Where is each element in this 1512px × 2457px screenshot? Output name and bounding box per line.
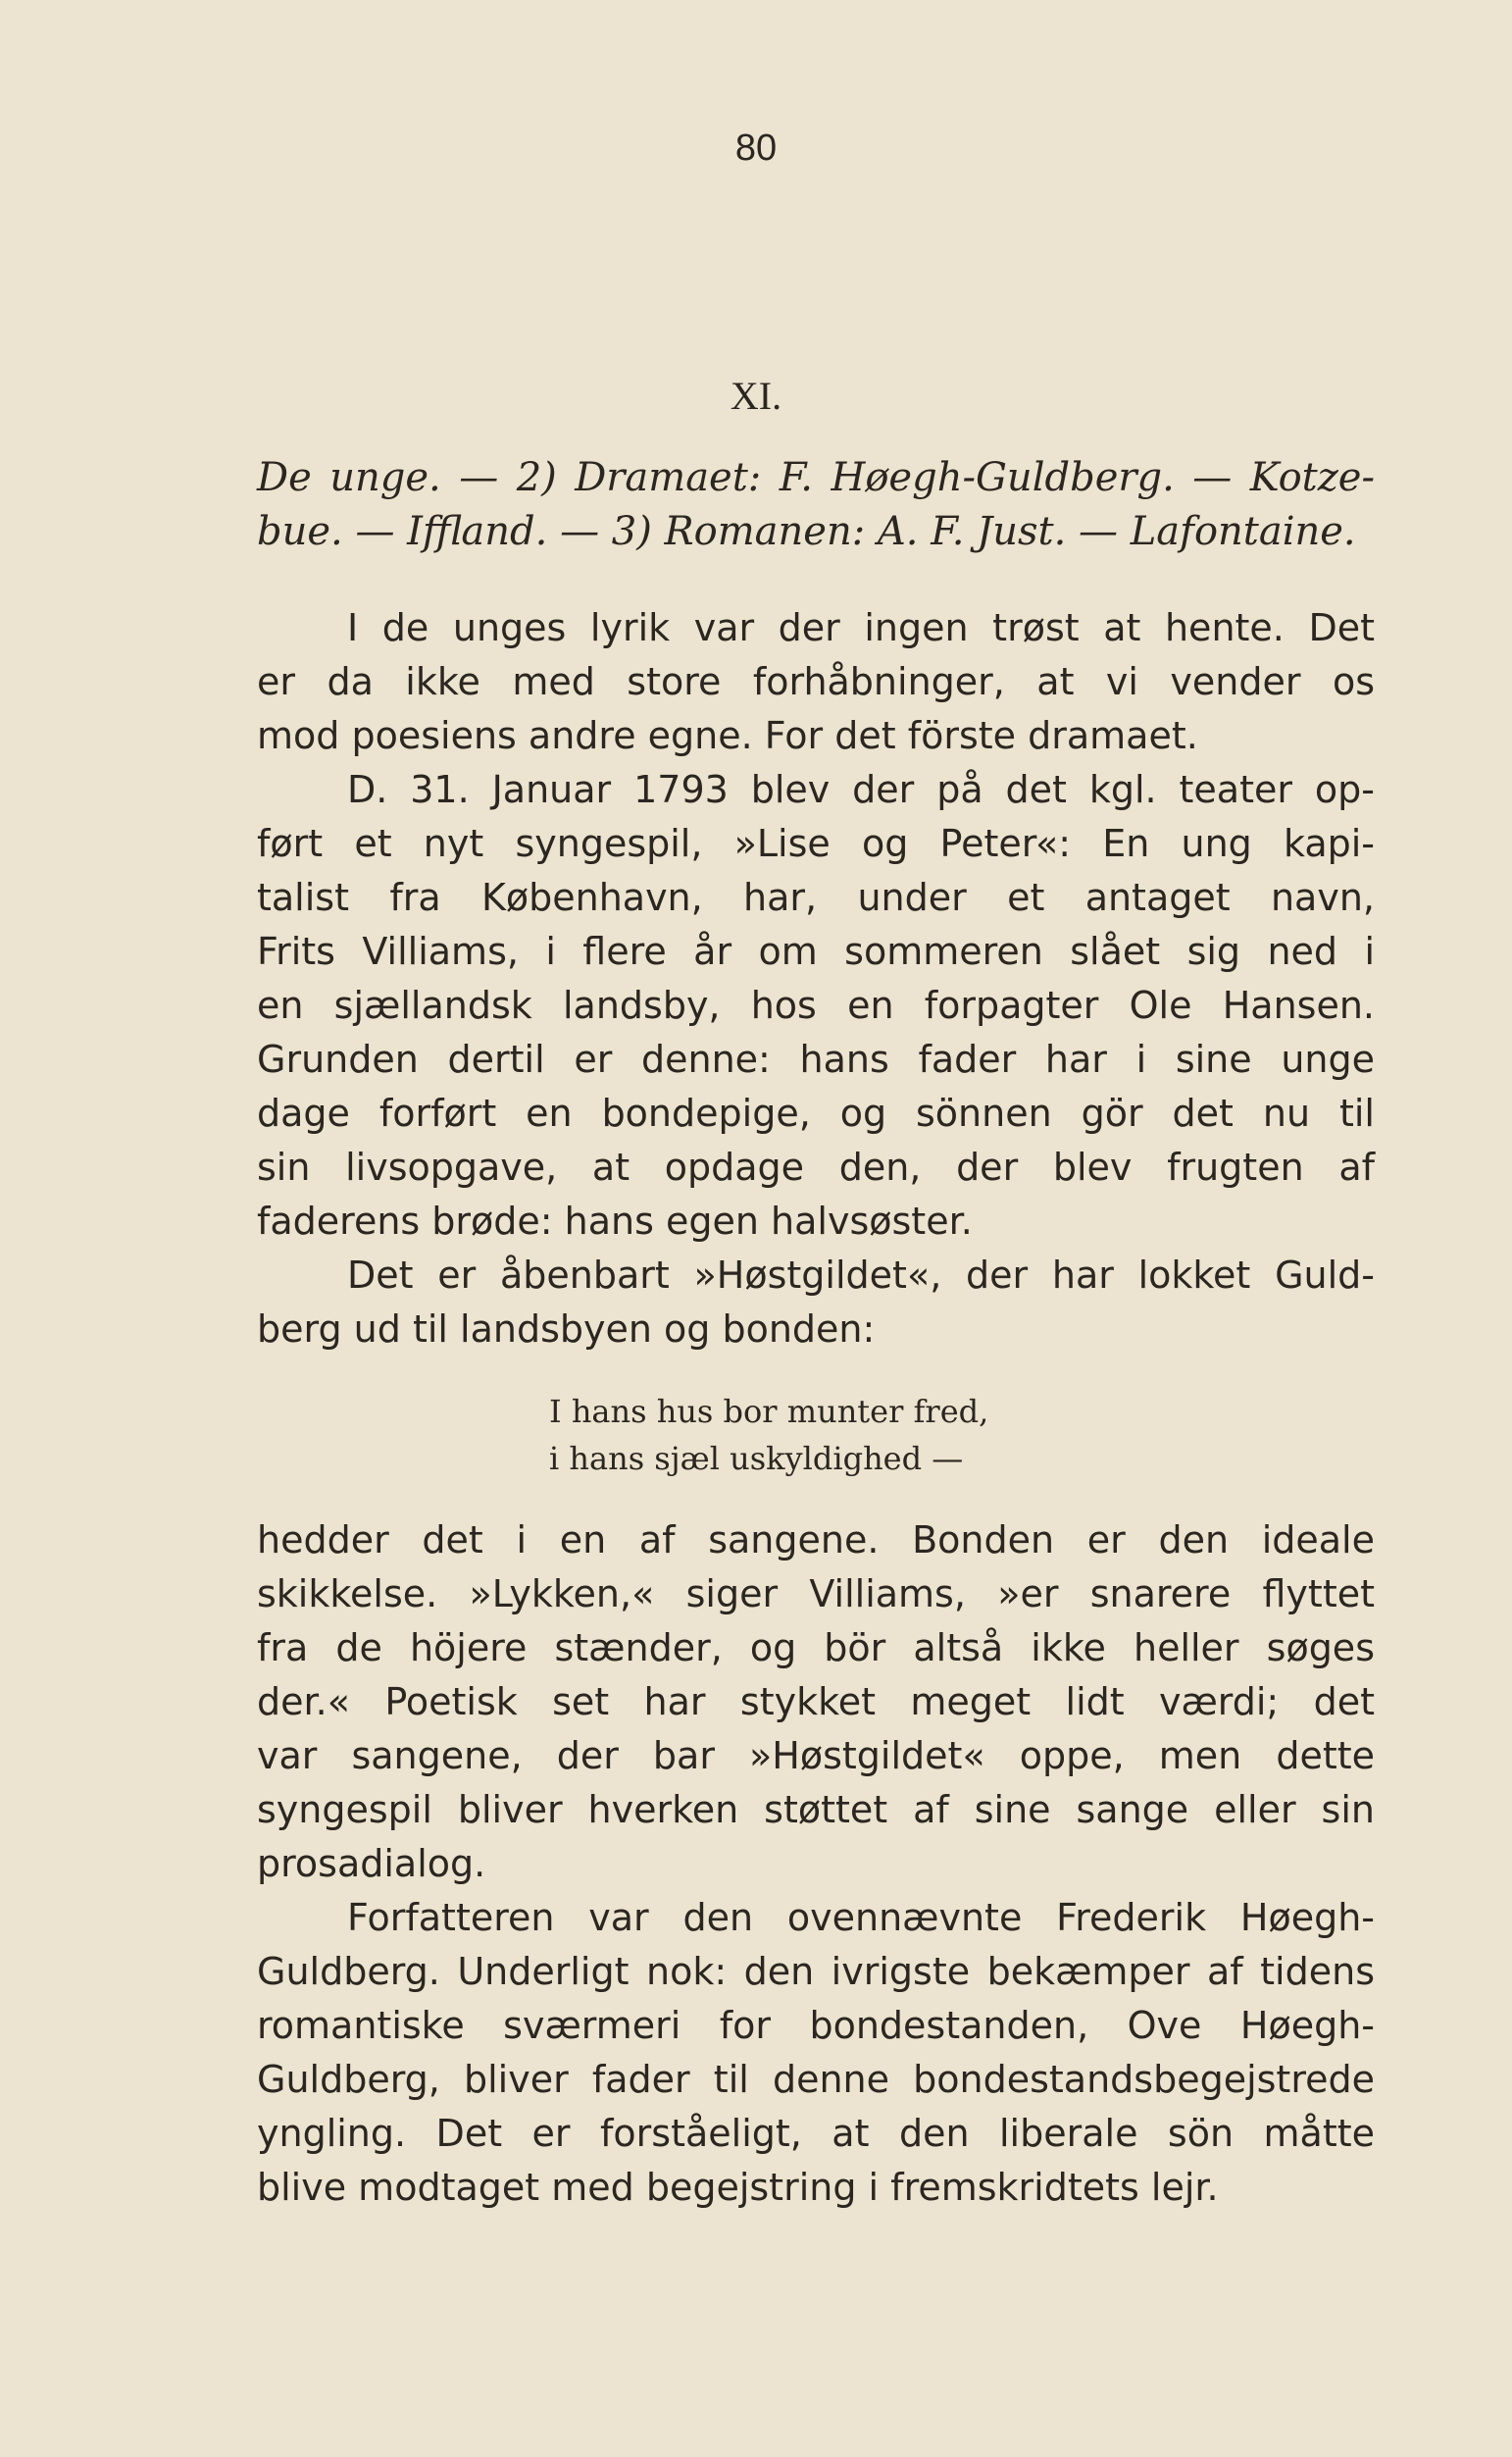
verse-line: i hans sjæl uskyldighed —: [549, 1440, 964, 1477]
text-line: Grunden dertil er denne: hans fader har i sine unge: [257, 1038, 1375, 1081]
text-line: faderens brøde: hans egen halvsøster.: [257, 1200, 973, 1243]
page-number: 80: [734, 128, 778, 169]
text-line: skikkelse. »Lykken,« siger Villiams, »er snarere flyttet: [257, 1572, 1375, 1615]
text-line: yngling. Det er forståeligt, at den liberale sön måtte: [257, 2112, 1375, 2155]
text-line: en sjællandsk landsby, hos en forpagter Ole Hansen.: [257, 984, 1375, 1027]
text-line: sin livsopgave, at opdage den, der blev frugten af: [257, 1146, 1375, 1189]
text-line: prosadialog.: [257, 1842, 486, 1885]
text-line: Forfatteren var den ovennævnte Frederik Høegh-: [347, 1896, 1375, 1939]
verse-line: I hans hus bor munter fred,: [549, 1393, 989, 1430]
body-text-part1: [257, 601, 1375, 1356]
text-line: Det er åbenbart »Høstgildet«, der har lokket Guld-: [347, 1254, 1375, 1297]
text-line: talist fra København, har, under et antaget navn,: [257, 876, 1375, 919]
chapter-heading: XI.: [730, 374, 782, 418]
subtitle-line: bue. — Iffland. — 3) Romanen: A. F. Just. — Lafontaine.: [257, 509, 1356, 554]
text-line: hedder det i en af sangene. Bonden er den ideale: [257, 1518, 1375, 1561]
verse-quote: [549, 1388, 988, 1482]
text-line: fra de höjere stænder, og bör altså ikke heller søges: [257, 1626, 1375, 1669]
text-line: Frits Villiams, i flere år om sommeren slået sig ned i: [257, 930, 1375, 973]
text-line: D. 31. Januar 1793 blev der på det kgl. teater op-: [347, 768, 1375, 811]
subtitle-line: De unge. — 2) Dramaet: F. Høegh-Guldberg. — Kotze-: [257, 455, 1375, 500]
text-line: der.« Poetisk set har stykket meget lidt værdi; det: [257, 1680, 1375, 1723]
text-line: romantiske sværmeri for bondestanden, Ove Høegh-: [257, 2004, 1375, 2047]
text-line: I de unges lyrik var der ingen trøst at hente. Det: [347, 606, 1375, 649]
text-line: ført et nyt syngespil, »Lise og Peter«: En ung kapi-: [257, 822, 1375, 865]
text-line: berg ud til landsbyen og bonden:: [257, 1307, 876, 1351]
text-line: blive modtaget med begejstring i fremskridtets lejr.: [257, 2166, 1219, 2209]
text-line: syngespil bliver hverken støttet af sine sange eller sin: [257, 1788, 1375, 1831]
text-line: er da ikke med store forhåbninger, at vi vender os: [257, 660, 1375, 703]
body-text-part2: [257, 1513, 1375, 2215]
text-line: Guldberg. Underligt nok: den ivrigste bekæmper af tidens: [257, 1950, 1375, 1993]
chapter-subtitle: [257, 451, 1375, 559]
text-line: Guldberg, bliver fader til denne bondestandsbegejstrede: [257, 2058, 1375, 2101]
text-line: var sangene, der bar »Høstgildet« oppe, men dette: [257, 1734, 1375, 1777]
text-line: mod poesiens andre egne. For det förste dramaet.: [257, 714, 1198, 757]
text-line: dage forført en bondepige, og sönnen gör det nu til: [257, 1092, 1375, 1135]
